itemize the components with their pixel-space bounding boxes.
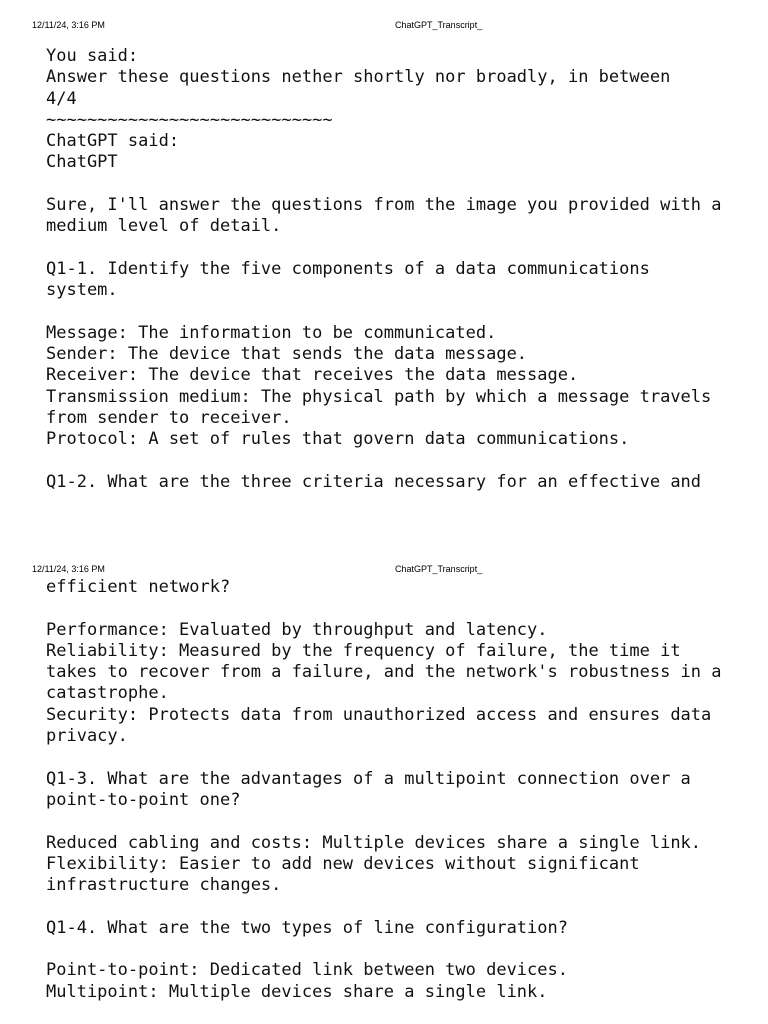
text-line: Flexibility: Easier to add new devices without significant: [46, 853, 640, 874]
blank-line: [46, 896, 736, 917]
text-line: Security: Protects data from unauthorized access and ensures data: [46, 704, 712, 725]
text-line: Q1-1. Identify the five components of a data communications: [46, 258, 650, 279]
text-line: catastrophe.: [46, 683, 169, 704]
header-doc-title: ChatGPT_Transcript_: [395, 20, 483, 30]
blank-line: [46, 747, 736, 768]
text-line: Multipoint: Multiple devices share a single link.: [46, 981, 548, 1002]
text-line: efficient network?: [46, 577, 231, 597]
text-line: medium level of detail.: [46, 216, 282, 237]
text-line: Point-to-point: Dedicated link between two devices.: [46, 960, 568, 981]
text-line: ~~~~~~~~~~~~~~~~~~~~~~~~~~~~: [46, 109, 333, 130]
blank-line: [46, 238, 736, 259]
text-line: Reliability: Measured by the frequency of failure, the time it: [46, 640, 681, 661]
page-gap: [0, 512, 768, 544]
text-line: Sure, I'll answer the questions from the image you provided with a: [46, 195, 722, 216]
text-line: 4/4: [46, 88, 77, 109]
text-line: system.: [46, 280, 118, 301]
header-datetime: 12/11/24, 3:16 PM: [32, 20, 105, 30]
pdf-page-2: [0, 544, 768, 1024]
blank-line: [46, 302, 736, 323]
text-line: ChatGPT said:: [46, 131, 180, 152]
text-line: Q1-3. What are the advantages of a multipoint connection over a: [46, 768, 691, 789]
text-line: Protocol: A set of rules that govern data communications.: [46, 429, 630, 450]
blank-line: [46, 939, 736, 960]
text-line: Q1-4. What are the two types of line configuration?: [46, 917, 568, 938]
text-line: Sender: The device that sends the data message.: [46, 344, 528, 365]
page-1-body: [46, 46, 736, 493]
text-line: Performance: Evaluated by throughput and latency.: [46, 619, 548, 640]
text-line: privacy.: [46, 726, 128, 747]
text-line: Reduced cabling and costs: Multiple devices share a single link.: [46, 832, 702, 853]
text-line: infrastructure changes.: [46, 875, 282, 896]
header-doc-title: ChatGPT_Transcript_: [395, 564, 483, 574]
blank-line: [46, 451, 736, 472]
blank-line: [46, 811, 736, 832]
text-line: Receiver: The device that receives the data message.: [46, 365, 579, 386]
page-2-body: [46, 577, 736, 1003]
text-line: takes to recover from a failure, and the network's robustness in a: [46, 662, 722, 683]
text-line: ChatGPT: [46, 152, 118, 173]
text-line: Transmission medium: The physical path by which a message travels: [46, 386, 712, 407]
text-line: Q1-2. What are the three criteria necessary for an effective and: [46, 471, 702, 492]
header-datetime: 12/11/24, 3:16 PM: [32, 564, 105, 574]
text-line: Message: The information to be communicated.: [46, 322, 497, 343]
text-line: You said:: [46, 46, 139, 66]
text-line: point-to-point one?: [46, 789, 241, 810]
text-line: Answer these questions nether shortly nor broadly, in between: [46, 67, 671, 88]
blank-line: [46, 174, 736, 195]
blank-line: [46, 598, 736, 619]
text-line: from sender to receiver.: [46, 408, 292, 429]
